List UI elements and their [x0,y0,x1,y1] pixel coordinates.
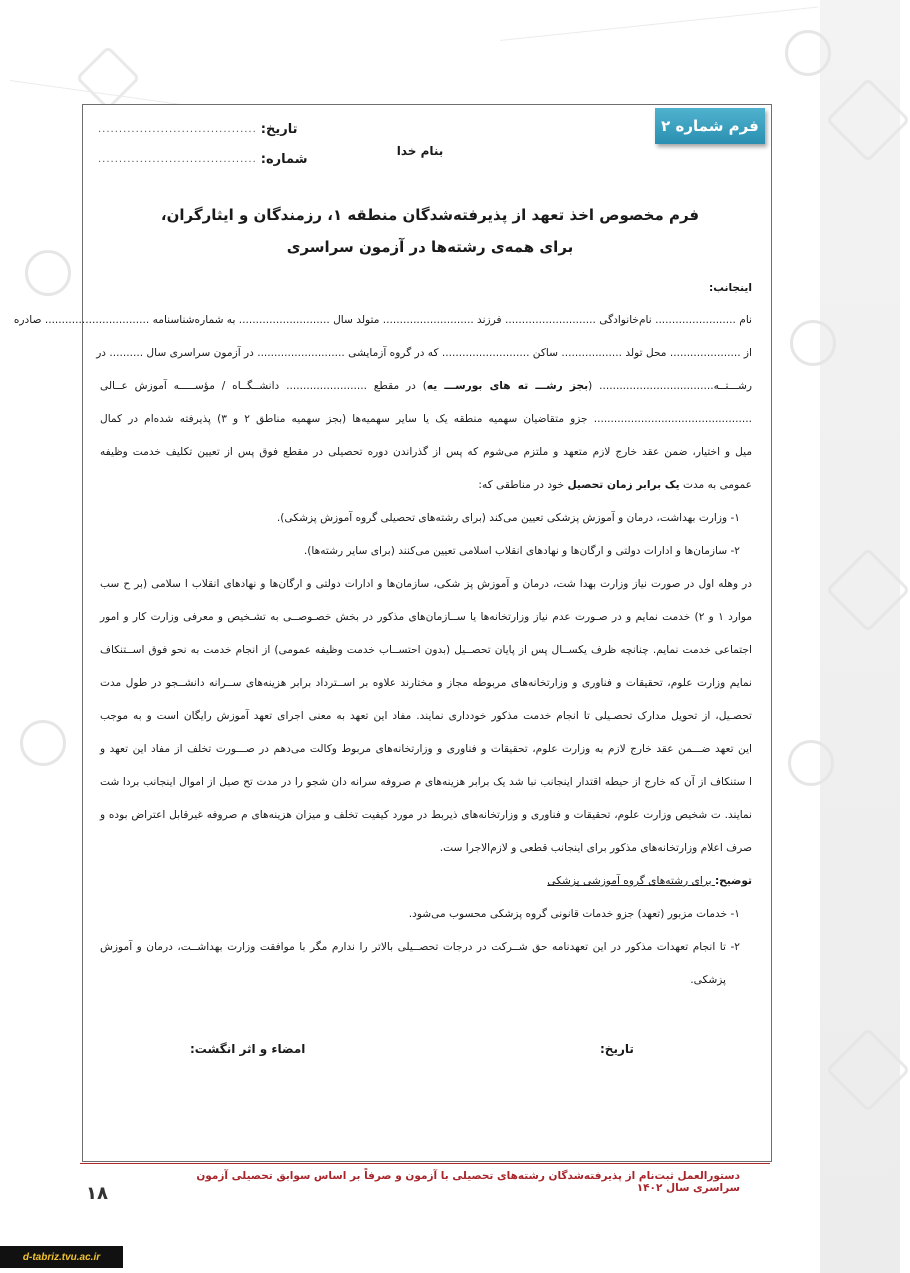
watermark-circle-icon [785,30,831,76]
body-line-6-a: عمومی به مدت [679,479,752,491]
header-number-label: شماره: [260,152,308,167]
page-number: ۱۸ [86,1183,108,1204]
site-url-badge[interactable]: d-tabriz.tvu.ac.ir [0,1246,123,1268]
note-item-2-line1: ۲- تا انجام تعهدات مذکور در این تعهدنامه حق شــرکت در درجات تحصــیلی بالاتر را ندارم مگر با موافقت وزارت بهداشــت، درمان و آموزش [100,941,740,953]
header-date-dots: ...................................... [98,124,257,135]
para-line-7: ا ستنکاف از آن که خارج از حیطه اقتدار اینجانب نبا شد یک برابر هزینه‌های م صروفه سرانه دان شجو را در مدت تح صیل از اموال اینجانب بردا شت [100,776,752,788]
body-line-3-b: ) در مقطع ........................ دانشــگــاه / مؤســـــه آموزش عــالی [100,380,427,392]
body-line-2: از ..................... محل تولد .................. ساکن .......................... که در گروه آزمایشی .......................... در آزمون سراسری سال .......... در [96,347,752,359]
para-line-3: اجتماعی خدمت نمایم. چنانچه ظرف یکســال پس از پایان تحصــیل (بدون احتســاب خدمت وظیفه عمومی) از انجام خدمت به نحو فوق اســتنکاف [100,644,752,656]
signature-date-label: تاریخ: [600,1042,634,1056]
para-line-8: نمایند. ت شخیص وزارت علوم، تحقیقات و فناوری و وزارتخانه‌های ذیربط در مورد کیفیت تخلف و میزان هزینه‌های م صروفه غیرقابل اعتراض بوده و [100,809,752,821]
para-line-6: این تعهد ضـــمن عقد خارج لازم به وزارت علوم، تحقیقات و فناوری و وزارتخانه‌های مربوط وکالت می‌دهم در صـــورت تخلف از مفاد این تعهد و [100,743,752,755]
header-date-label: تاریخ: [260,122,298,137]
form-title-line2: برای همه‌ی رشته‌ها در آزمون سراسری [286,238,574,256]
watermark-circle-icon [790,320,836,366]
body-line-6-bold: یک برابر زمان تحصیل [567,479,680,491]
watermark-line [500,7,818,41]
note-item-2-line2: پزشکی. [690,974,726,986]
note-text: برای رشته‌های گروه آموزشی پزشکی [547,875,715,887]
body-line-3-a: رشـــتــه.................................. ( [588,380,752,392]
intro-label: اینجانب: [709,282,752,294]
note-line [100,865,752,898]
watermark-logo-icon [75,45,140,110]
body-line-6 [100,469,752,502]
body-line-6-b: خود در مناطقی که: [478,479,568,491]
list-item-1: ۱- وزارت بهداشت، درمان و آموزش پزشکی تعیین می‌کند (برای رشته‌های تحصیلی گروه آموزش پزشکی). [276,512,740,524]
note-label: توضیح: [714,875,752,887]
header-number-field [98,152,308,167]
para-line-9: صرف اعلام وزارتخانه‌های مذکور برای اینجانب قطعی و لازم‌الاجرا ست. [439,842,752,854]
watermark-circle-icon [788,740,834,786]
body-line-1: نام ........................ نام‌خانوادگی ........................... فرزند ........................... متولد سال ........................... به شماره‌شناسنامه ............................... صادره [13,314,752,326]
watermark-circle-icon [25,250,71,296]
list-item-2: ۲- سازمان‌ها و ادارات دولتی و ارگان‌ها و نهادهای انقلاب اسلامی تعیین می‌کنند (برای سایر رشته‌ها). [303,545,740,557]
form-number-badge: فرم شماره ۲ [655,108,765,144]
note-item-1: ۱- خدمات مزبور (تعهد) جزو خدمات قانونی گروه پزشکی محسوب می‌شود. [408,908,740,920]
signature-sign-label: امضاء و اثر انگشت: [190,1042,306,1056]
header-date-field [98,122,298,137]
para-line-1: در وهله اول در صورت نیاز وزارت بهدا شت، درمان و آموزش پز شکی، سازمان‌ها و ادارات دولتی و ارگان‌ها و نهادهای انقلاب ا سلامی (بر ح سب [100,578,752,590]
para-line-4: نمایم وزارت علوم، تحقیقات و فناوری و وزارتخانه‌های مربوطه مجاز و مختارند علاوه بر اســترداد برابر هزینه‌های ســرانه دانشــجو در طول مدت [100,677,752,689]
body-line-5: میل و اختیار، ضمن عقد خارج لازم متعهد و ملتزم می‌شوم که پس از گذراندن دوره تحصیلی در مقطع فوق پس از تعیین تکلیف خدمت وظیفه [100,446,752,458]
basmala: بنام خدا [396,144,444,158]
header-number-dots: ...................................... [98,154,257,165]
form-body [13,278,752,997]
footer-divider [80,1163,770,1164]
body-line-4: ............................................... جزو متقاضیان سهمیه منطقه یک یا سایر سهمیه‌ها (بجز سهمیه مناطق ۲ و ۳) پذیرفته شده‌ام در کمال [100,413,752,425]
para-line-5: تحصـیل، از تحویل مدارک تحصـیلی تا انجام خدمت مذکور خودداری نمایند. مفاد این تعهد به معنی اجرای تعهد آموزش رایگان است و به موجب [100,710,752,722]
body-line-3-bold: بجز رشـــ ته های بورســـ یه [426,380,589,392]
body-line-3 [100,370,752,403]
watermark-circle-icon [20,720,66,766]
footer-text: دستورالعمل ثبت‌نام از پذیرفته‌شدگان رشته‌های تحصیلی با آزمون و صرفاً بر اساس سوابق تحصیلی آزمون سراسری سال ۱۴۰۲ [196,1170,740,1194]
form-title-line1: فرم مخصوص اخذ تعهد از پذیرفته‌شدگان منطقه ۱، رزمندگان و ایثارگران، [160,206,700,224]
para-line-2: موارد ۱ و ۲) خدمت نمایم و در صـورت عدم نیاز وزارتخانه‌ها یا ســازمان‌های مذکور در بخش خصـوصــی به تشـخیص و معرفی وزارت کار و امور [100,611,752,623]
